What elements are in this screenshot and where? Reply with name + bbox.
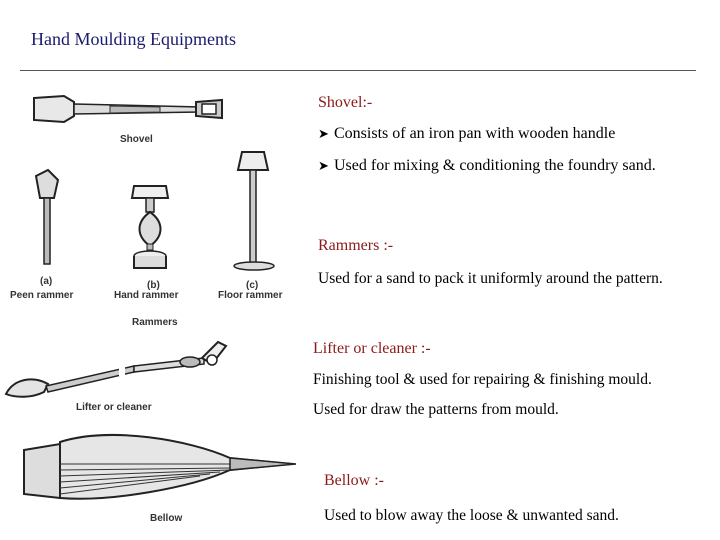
shovel-bullet-text: Used for mixing & conditioning the foundry sand. (334, 157, 656, 174)
floor-rammer-caption: Floor rammer (218, 290, 283, 301)
shovel-illustration (30, 92, 230, 132)
shovel-bullet-1 (318, 125, 615, 143)
equipment-illustrations (0, 0, 300, 540)
arrow-bullet-icon: ➤ (318, 159, 329, 174)
shovel-bullet-text: Consists of an iron pan with wooden handle (334, 125, 616, 142)
lifter-caption: Lifter or cleaner (76, 402, 152, 413)
rammers-caption: Rammers (132, 317, 178, 328)
lifter-text-1: Finishing tool & used for repairing & finishing mould. (313, 371, 652, 388)
arrow-bullet-icon: ➤ (318, 127, 329, 142)
bellow-illustration (20, 428, 300, 516)
hand-rammer-tag: (b) (147, 280, 160, 291)
rammers-text: Used for a sand to pack it uniformly around the pattern. (318, 270, 663, 287)
shovel-heading: Shovel:- (318, 94, 373, 111)
rammers-heading: Rammers :- (318, 237, 394, 254)
peen-rammer-caption: Peen rammer (10, 290, 74, 301)
peen-rammer-tag: (a) (40, 276, 53, 287)
floor-rammer-tag: (c) (246, 280, 259, 291)
lifter-text-2: Used for draw the patterns from mould. (313, 401, 559, 418)
hand-rammer-caption: Hand rammer (114, 290, 179, 301)
lifter-heading: Lifter or cleaner :- (313, 340, 431, 357)
bellow-text: Used to blow away the loose & unwanted sand. (324, 507, 619, 524)
floor-rammer-illustration (230, 150, 280, 274)
shovel-bullet-2 (318, 157, 656, 175)
peen-rammer-illustration (30, 168, 70, 268)
shovel-caption: Shovel (120, 134, 153, 145)
page-title: Hand Moulding Equipments (31, 29, 236, 49)
hand-rammer-illustration (128, 184, 172, 274)
lifter-illustration (4, 336, 240, 406)
bellow-heading: Bellow :- (324, 472, 384, 489)
bellow-caption: Bellow (150, 513, 183, 524)
